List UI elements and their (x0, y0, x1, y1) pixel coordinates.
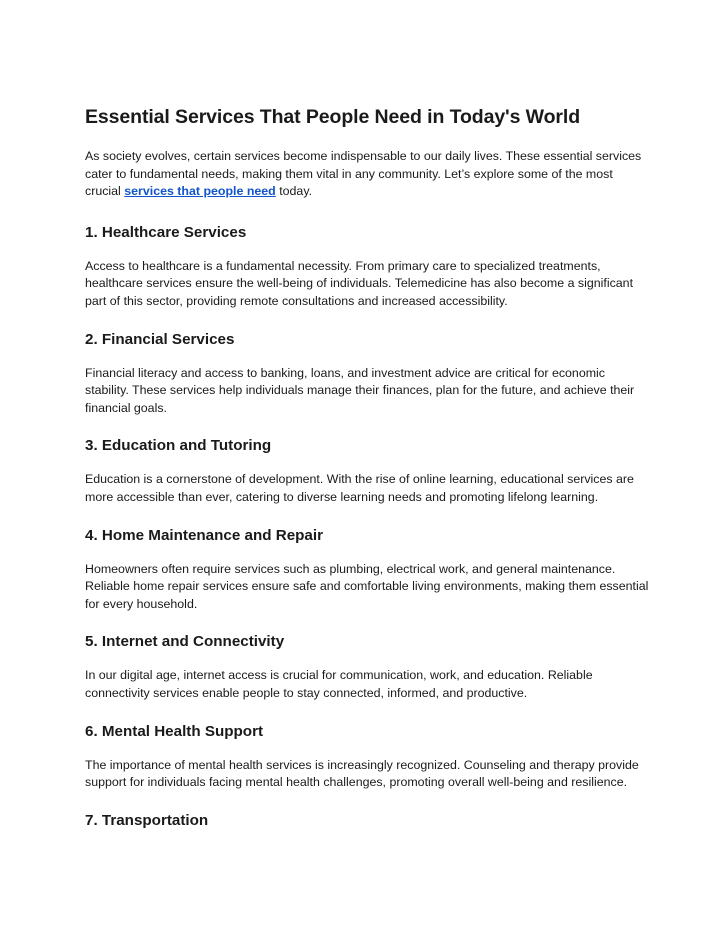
section-financial (85, 330, 720, 418)
intro-paragraph (85, 148, 650, 201)
section-heading: 3. Education and Tutoring (85, 437, 272, 455)
services-link[interactable]: services that people need (124, 184, 276, 199)
section-heading: 1. Healthcare Services (85, 223, 247, 241)
section-home-maintenance (85, 526, 720, 614)
section-internet (85, 632, 720, 702)
section-body: The importance of mental health services is increasingly recognized. Counseling and therapy provide support for individuals facing mental health challenges, promoting overall well-being and resilience. (85, 757, 639, 790)
section-body: Access to healthcare is a fundamental necessity. From primary care to specialized treatments, healthcare services ensure the well-being of individuals. Telemedicine has also become a significant part of this sector, providing remote consultations and increased accessibility. (85, 258, 634, 308)
section-heading: 6. Mental Health Support (85, 722, 264, 740)
section-body: Homeowners often require services such as plumbing, electrical work, and general maintenance. Reliable home repair services ensure safe and comfortable living environments, making them essential for every household. (85, 561, 649, 611)
section-heading: 5. Internet and Connectivity (85, 633, 285, 651)
intro-text-before-link: As society evolves, certain services become indispensable to our daily lives. These essential services cater to fundamental needs, making them vital in any community. Let’s explore some of the most crucial (85, 149, 642, 199)
page-title: Essential Services That People Need in Today's World (85, 106, 581, 128)
section-body: In our digital age, internet access is crucial for communication, work, and education. Reliable connectivity services enable people to stay connected, informed, and productive. (85, 668, 593, 700)
section-mental-health (85, 722, 720, 792)
section-healthcare (85, 223, 720, 311)
section-heading: 4. Home Maintenance and Repair (85, 526, 324, 544)
section-body: Financial literacy and access to banking, loans, and investment advice are critical for economic stability. These services help individuals manage their finances, plan for the future, and achieve their financial goals. (85, 365, 635, 415)
intro-text-after-link: today. (275, 184, 313, 199)
section-transportation (85, 811, 720, 831)
section-education (85, 436, 720, 506)
section-heading: 7. Transportation (85, 811, 209, 829)
section-body: Education is a cornerstone of development. With the rise of online learning, educational services are more accessible than ever, catering to diverse learning needs and promoting lifelong learning. (85, 472, 634, 504)
section-heading: 2. Financial Services (85, 330, 235, 348)
